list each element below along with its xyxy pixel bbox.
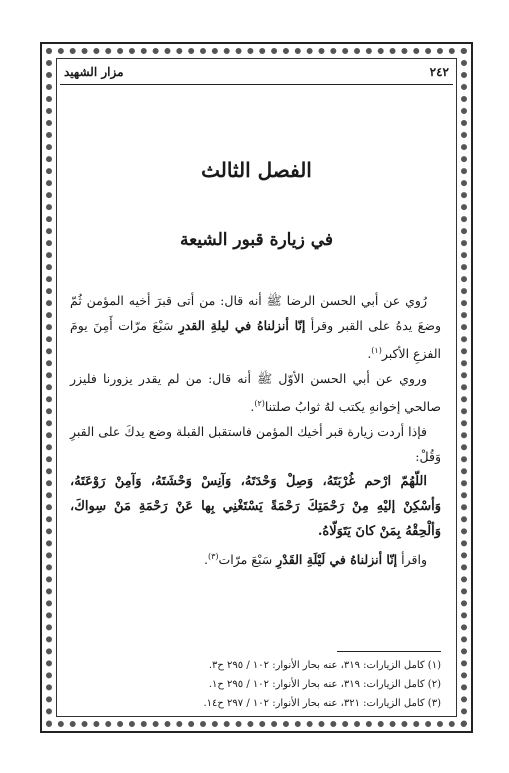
- supplication-text: اللّهُمّ ارْحم غُرْبَتَهُ، وَصِلْ وَحْدَتَهُ، وَآنِسْ وَحْشَتَهُ، وَآمِنْ رَوْعَتَهُ، وَأسْكِنْ إليْهِ مِنْ رَحْمَتِكَ رَحْمَةً يَسْتَغْنِي بِها عَنْ رَحْمَةِ مَنْ سِواكَ، وَألْحِقْهُ بِمَنْ كانَ يَتَوَلّاهُ.: [70, 474, 441, 540]
- paragraph-1: [70, 288, 441, 366]
- footnote-1: (١) كامل الزيارات: ٣١٩، عنه بحار الأنوار: ١٠٢ / ٢٩٥ ح٣.: [208, 660, 441, 671]
- paragraph-4-end: .: [203, 552, 208, 568]
- running-title: مزار الشهيد: [64, 65, 124, 79]
- footnote-rule: [337, 651, 441, 652]
- paragraph-3: فإذا أردت زيارة قبر أخيك المؤمن فاستقبل القبلة وضع يدكَ على القبرِ وَقُلْ:: [70, 424, 441, 465]
- chapter-title: الفصل الثالث: [201, 158, 312, 182]
- paragraph-4: [70, 544, 441, 572]
- main-text: [70, 288, 441, 572]
- paragraph-2: [70, 366, 441, 419]
- paragraph-1-text-b: سَبْعَ مرّات أَمِنَ يومَ الفزعِ الأكبر: [70, 318, 441, 362]
- paragraph-4-text-a: واقرأ: [397, 552, 427, 568]
- paragraph-2-end: .: [250, 399, 255, 415]
- footnote-marker-1: (١): [371, 346, 382, 355]
- paragraph-4-text-b: سَبْعَ مرّات: [218, 552, 277, 568]
- footnote-2: (٢) كامل الزيارات: ٣١٩، عنه بحار الأنوار: ١٠٢ / ٢٩٥ ح١.: [208, 679, 441, 690]
- footnote-marker-2: (٢): [254, 399, 265, 409]
- paragraph-1-quran-quote: إنّا أنزلناهُ في ليلةِ القدرِ: [178, 318, 306, 333]
- book-page: [60, 60, 453, 715]
- running-header: [64, 62, 449, 82]
- paragraph-1-text-a: رُوي عن أبي الحسن الرضا ﷺ أنه قال: من أتى قبرَ أخيه المؤمن ثُمّ وضعَ يدهُ على القبر وقرأ: [70, 293, 441, 333]
- paragraph-1-end: .: [367, 346, 372, 362]
- page-number: ٢٤٢: [429, 65, 449, 79]
- footnotes: [70, 656, 441, 713]
- footnote-marker-3: (٣): [207, 552, 219, 562]
- header-rule: [60, 84, 453, 85]
- footnote-3: (٣) كامل الزيارات: ٣٢١، عنه بحار الأنوار: ١٠٢ / ٢٩٧ ح١٤.: [203, 698, 441, 709]
- paragraph-4-quran-quote: إنّا أنزلناهُ في لَيْلَةِ القَدْرِ: [276, 552, 398, 568]
- section-title: في زيارة قبور الشيعة: [179, 230, 334, 250]
- paragraph-2-text: وروي عن أبي الحسن الأوّل ﷺ أنه قال: من لم يقدر يزورنا فليزر صالحي إخوانهِ يكتب لهُ ثوابُ صلتنا: [70, 371, 441, 415]
